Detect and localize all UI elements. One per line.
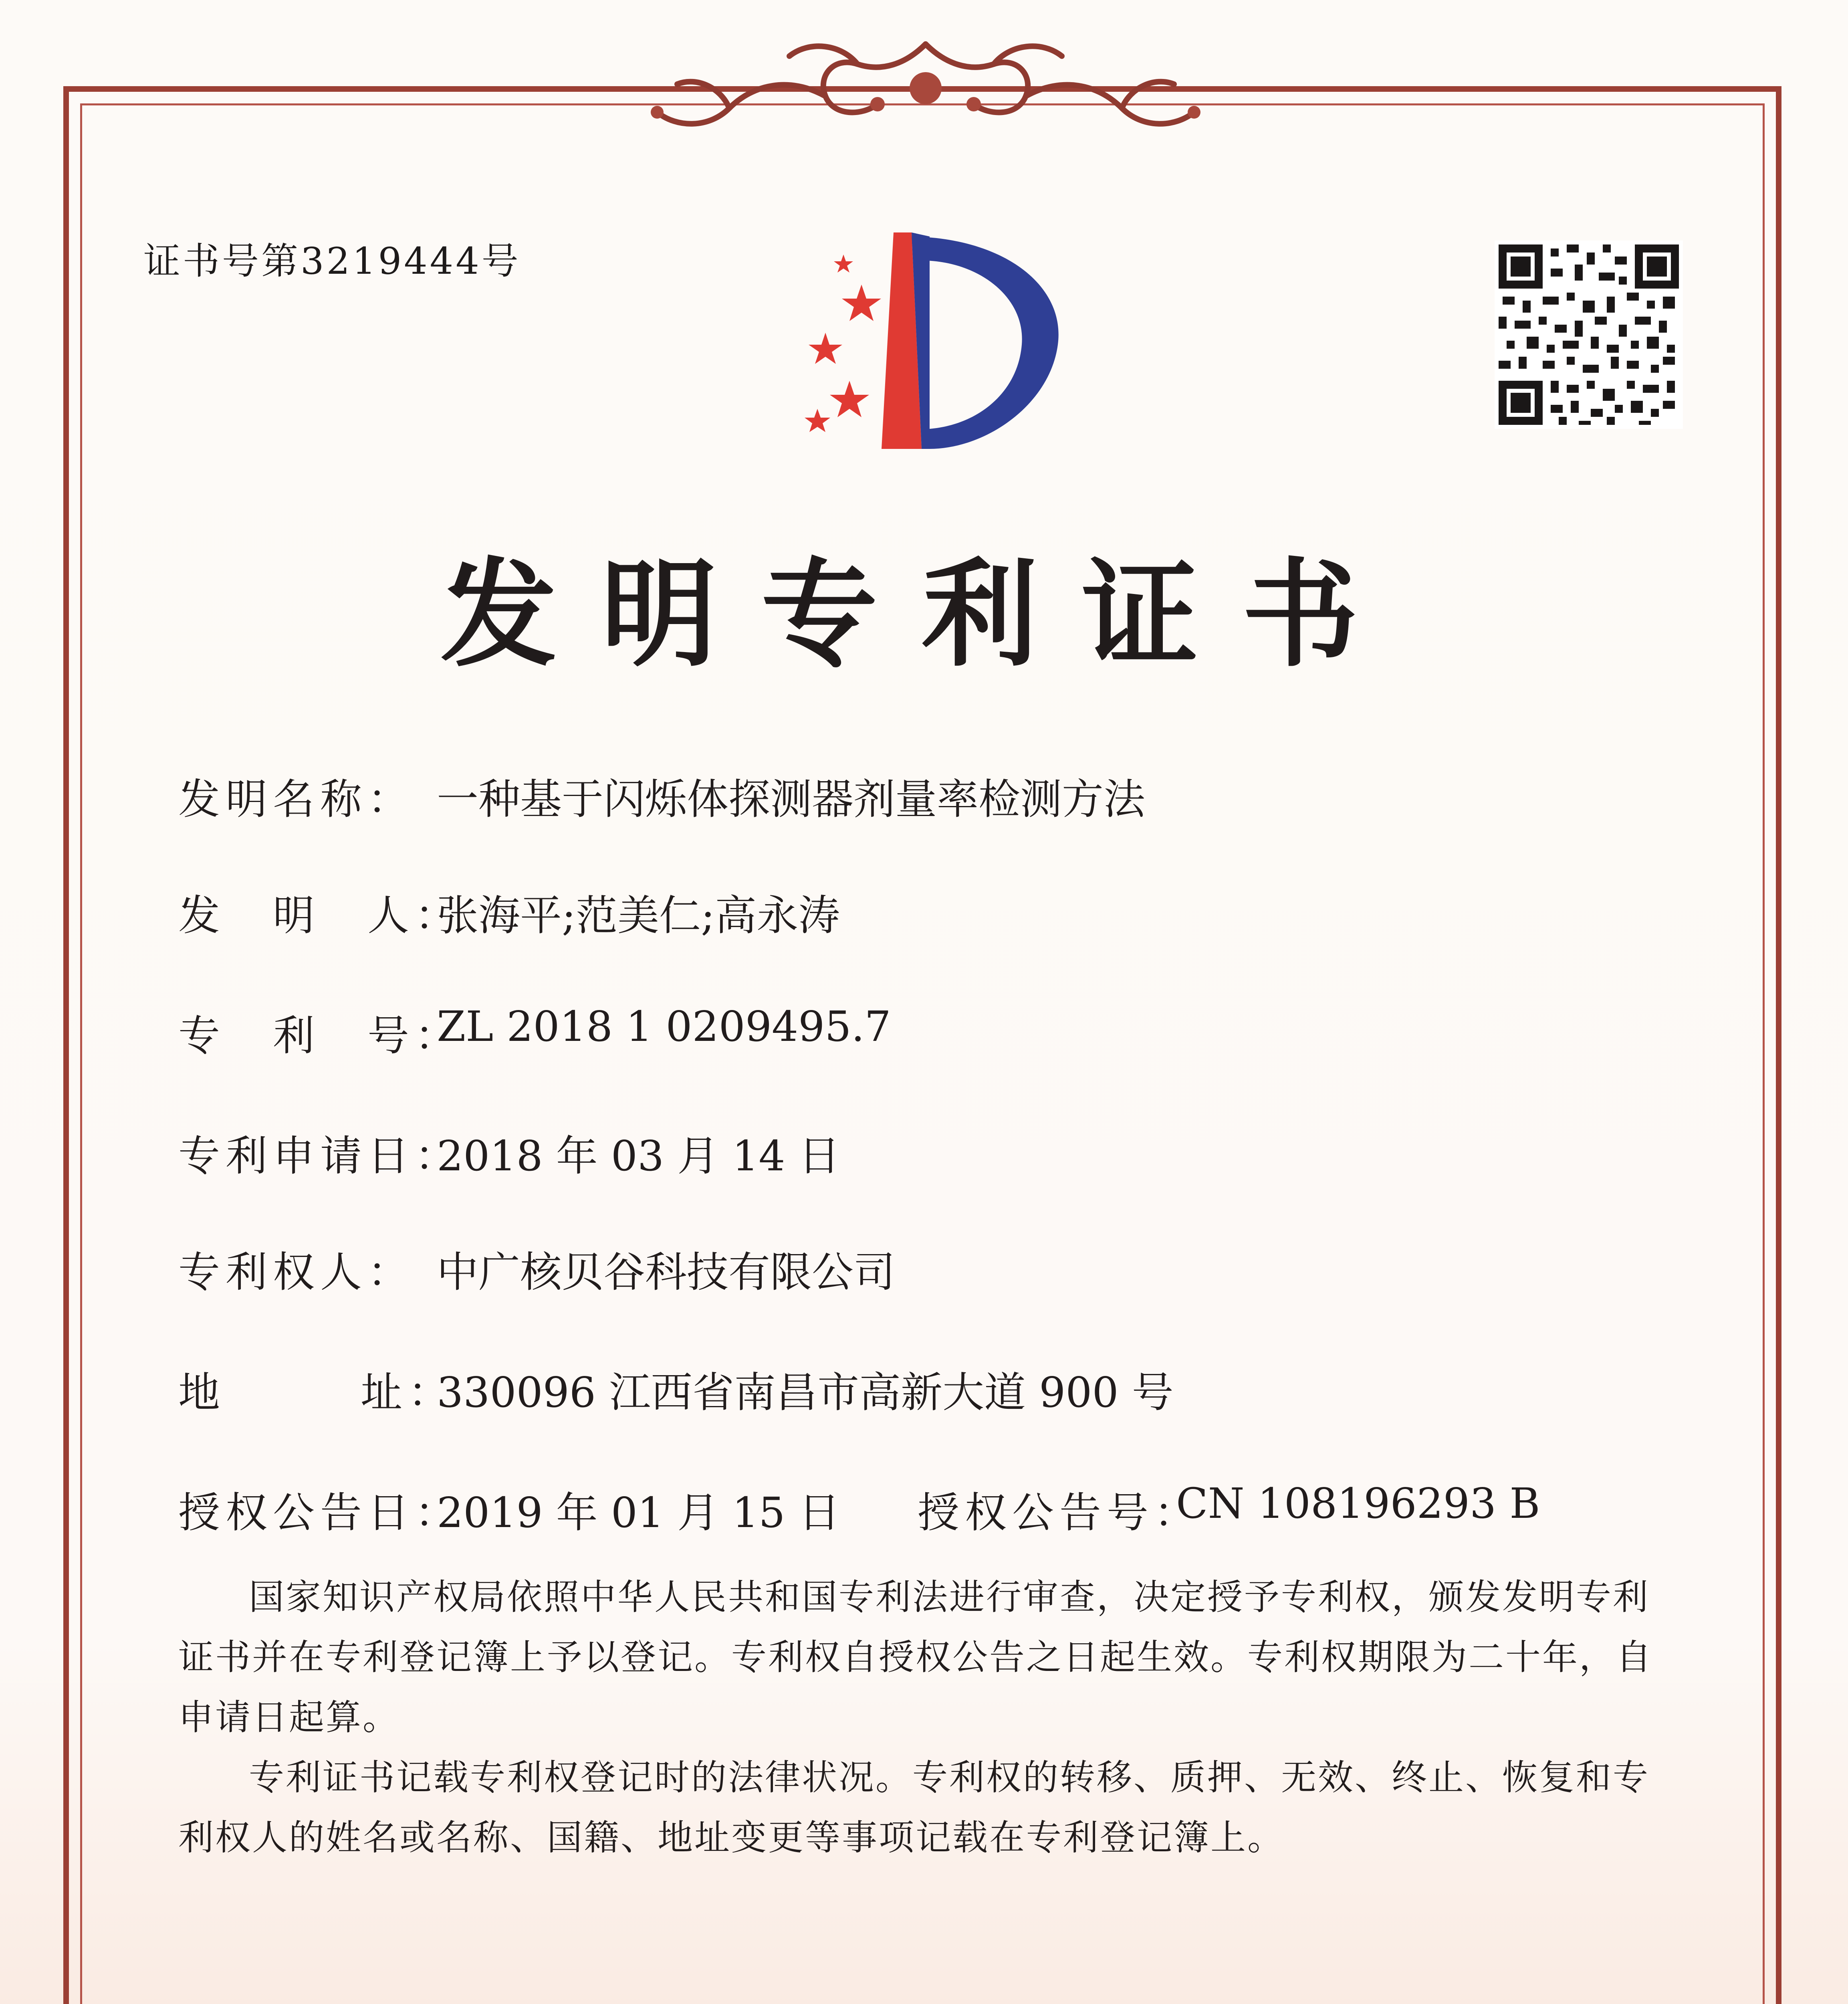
qr-code: [1495, 240, 1683, 429]
invention-name-label: 发明名称：: [178, 775, 415, 824]
patentee-label: 专利权人：: [178, 1248, 415, 1297]
grant-number-value: CN 108196293 B: [1176, 1479, 1540, 1528]
legal-status-paragraph: 专利证书记载专利权登记时的法律状况。专利权的转移、质押、无效、终止、恢复和专利权人的姓名或名称、国籍、地址变更等事项记载在专利登记簿上。: [178, 1757, 1650, 1858]
patent-office-logo: [761, 224, 1066, 465]
address-label-right: 址：: [361, 1368, 456, 1417]
grant-date-value: 2019 年 01 月 15 日: [437, 1488, 840, 1537]
top-ornament: [601, 28, 1250, 148]
patent-number-label: 专 利 号：: [178, 1011, 462, 1060]
address-label-left: 地: [178, 1368, 226, 1417]
inventors-label: 发 明 人：: [178, 891, 462, 940]
official-seal: [1062, 2000, 1523, 2004]
document-title: 发明专利证书: [441, 546, 1402, 683]
invention-name-value: 一种基于闪烁体探测器剂量率检测方法: [437, 775, 1146, 824]
patentee-value: 中广核贝谷科技有限公司: [437, 1248, 896, 1297]
grant-statement-paragraph: 国家知识产权局依照中华人民共和国专利法进行审查，决定授予专利权，颁发发明专利证书并在专利登记簿上予以登记。专利权自授权公告之日起生效。专利权期限为二十年，自申请日起算。: [178, 1576, 1653, 1738]
grant-date-label: 授权公告日：: [178, 1488, 462, 1537]
certificate-number: 证书号第3219444号: [143, 240, 521, 283]
patent-number-value: ZL 2018 1 0209495.7: [437, 1002, 891, 1051]
application-date-label: 专利申请日：: [178, 1131, 462, 1180]
application-date-value: 2018 年 03 月 14 日: [437, 1131, 840, 1180]
inventors-value: 张海平;范美仁;高永涛: [437, 891, 840, 940]
address-value: 330096 江西省南昌市高新大道 900 号: [437, 1368, 1174, 1417]
grant-number-label: 授权公告号：: [918, 1488, 1202, 1537]
